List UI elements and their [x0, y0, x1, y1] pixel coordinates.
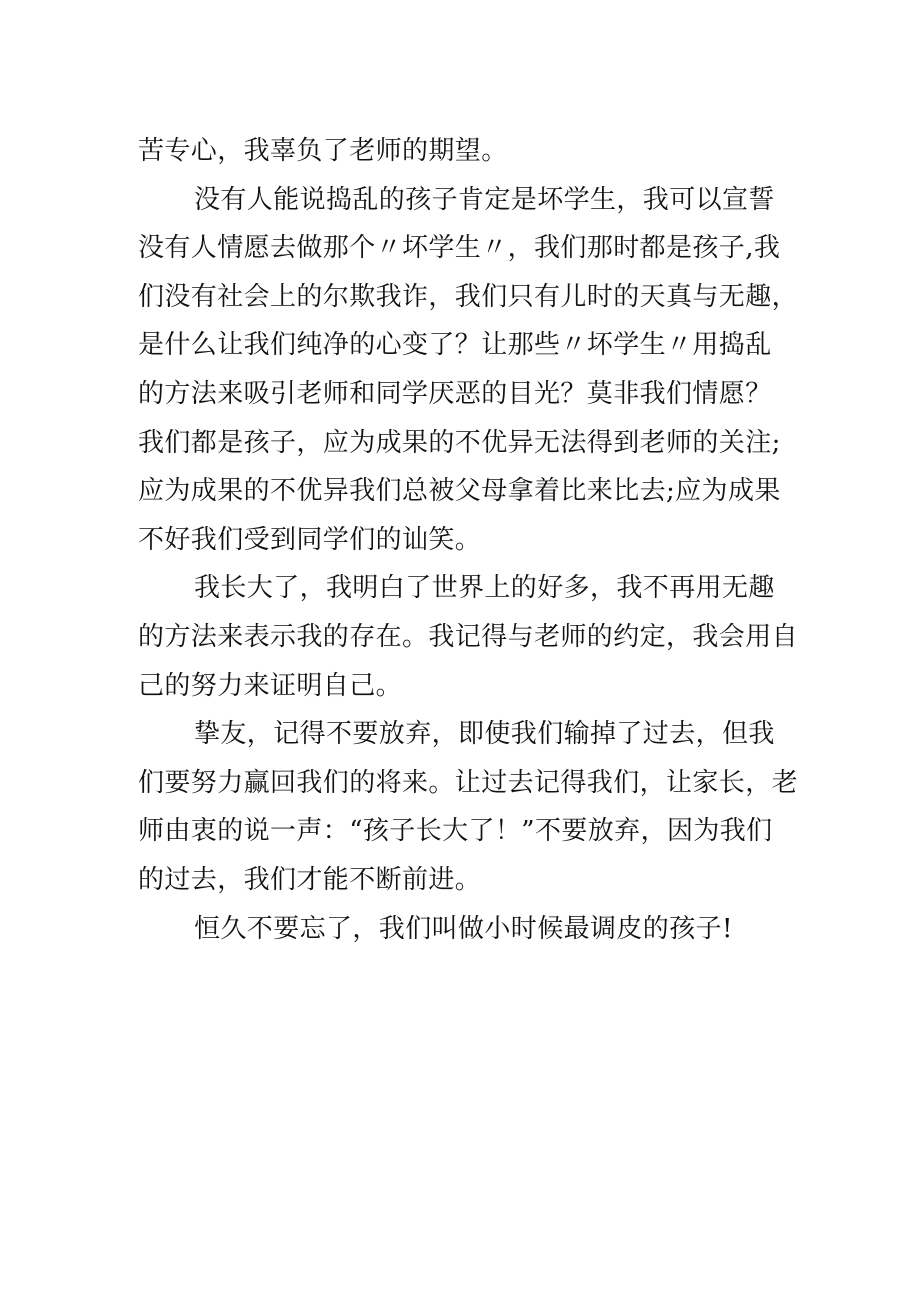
text-line-8: 应为成果的不优异我们总被父母拿着比来比去;应为成果 — [138, 476, 781, 507]
text-line-14: 们要努力赢回我们的将来。让过去记得我们，让家长，老 — [138, 767, 799, 798]
body-text — [138, 127, 799, 953]
text-line-1: 苦专心，我辜负了老师的期望。 — [138, 136, 508, 166]
text-line-10: 我长大了，我明白了世界上的好多，我不再用无趣 — [194, 573, 775, 604]
text-line-7: 我们都是孩子，应为成果的不优异无法得到老师的关注; — [138, 427, 781, 458]
text-line-15: 师由衷的说一声：“孩子长大了！”不要放弃，因为我们 — [138, 816, 773, 847]
text-line-9: 不好我们受到同学们的讪笑。 — [138, 524, 482, 555]
text-line-12: 己的努力来证明自己。 — [138, 670, 403, 701]
text-line-17: 恒久不要忘了，我们叫做小时候最调皮的孩子! — [194, 913, 733, 944]
text-line-11: 的方法来表示我的存在。我记得与老师的约定，我会用自 — [138, 621, 799, 652]
text-line-4: 们没有社会上的尔欺我诈，我们只有儿时的天真与无趣， — [138, 281, 799, 312]
text-line-13: 挚友，记得不要放弃，即使我们输掉了过去，但我 — [194, 719, 775, 750]
text-line-16: 的过去，我们才能不断前进。 — [138, 864, 482, 895]
text-line-2: 没有人能说捣乱的孩子肯定是坏学生，我可以宣誓 — [194, 184, 775, 215]
text-line-5: 是什么让我们纯净的心变了？让那些〃坏学生〃用捣乱 — [138, 330, 772, 361]
text-line-6: 的方法来吸引老师和同学厌恶的目光？莫非我们情愿？ — [138, 378, 772, 409]
text-line-3: 没有人情愿去做那个〃坏学生〃，我们那时都是孩子,我 — [138, 233, 781, 264]
